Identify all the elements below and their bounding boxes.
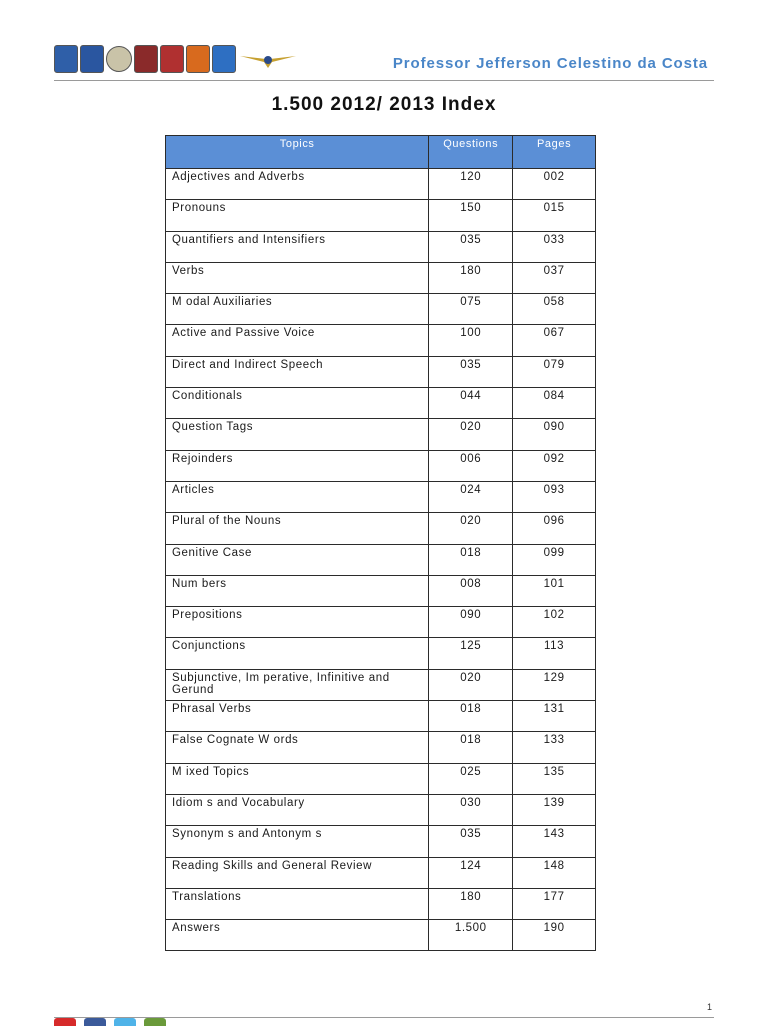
page-header <box>0 0 768 80</box>
pages-cell: 113 <box>513 638 596 669</box>
topic-cell: Num bers <box>166 575 429 606</box>
table-row <box>166 169 596 200</box>
topic-cell: Subjunctive, Im perative, Infinitive and Gerund <box>166 669 429 700</box>
questions-cell: 025 <box>429 763 513 794</box>
wings-emblem-icon <box>238 48 298 70</box>
table-row <box>166 669 596 700</box>
topic-cell: Reading Skills and General Review <box>166 857 429 888</box>
pages-cell: 177 <box>513 888 596 919</box>
twitter-icon[interactable] <box>114 1018 136 1026</box>
topic-cell: Answers <box>166 920 429 951</box>
questions-cell: 018 <box>429 544 513 575</box>
table-row <box>166 231 596 262</box>
social-links <box>54 1018 166 1026</box>
pages-cell: 133 <box>513 732 596 763</box>
questions-cell: 180 <box>429 262 513 293</box>
questions-cell: 035 <box>429 826 513 857</box>
topic-cell: Genitive Case <box>166 544 429 575</box>
table-row <box>166 450 596 481</box>
index-table <box>165 135 596 951</box>
table-row <box>166 513 596 544</box>
red-shield-icon <box>160 45 184 73</box>
table-row <box>166 481 596 512</box>
table-row <box>166 701 596 732</box>
topic-cell: Plural of the Nouns <box>166 513 429 544</box>
column-header-questions: Questions <box>429 136 513 169</box>
questions-cell: 035 <box>429 231 513 262</box>
pages-cell: 084 <box>513 388 596 419</box>
pages-cell: 096 <box>513 513 596 544</box>
orange-shield-icon <box>186 45 210 73</box>
topic-cell: Conditionals <box>166 388 429 419</box>
table-row <box>166 419 596 450</box>
pages-cell: 092 <box>513 450 596 481</box>
topic-cell: Adjectives and Adverbs <box>166 169 429 200</box>
round-seal-icon <box>106 46 132 72</box>
pages-cell: 129 <box>513 669 596 700</box>
pages-cell: 033 <box>513 231 596 262</box>
topic-cell: M ixed Topics <box>166 763 429 794</box>
topic-cell: Articles <box>166 481 429 512</box>
facebook-icon[interactable] <box>84 1018 106 1026</box>
table-row <box>166 732 596 763</box>
column-header-topics: Topics <box>166 136 429 169</box>
topic-cell: Pronouns <box>166 200 429 231</box>
pages-cell: 015 <box>513 200 596 231</box>
people-icon[interactable] <box>144 1018 166 1026</box>
questions-cell: 035 <box>429 356 513 387</box>
table-row <box>166 607 596 638</box>
questions-cell: 018 <box>429 701 513 732</box>
questions-cell: 020 <box>429 669 513 700</box>
topic-cell: Question Tags <box>166 419 429 450</box>
pages-cell: 101 <box>513 575 596 606</box>
header-author: Professor Jefferson Celestino da Costa <box>392 55 708 72</box>
header-divider <box>54 80 714 81</box>
table-row <box>166 294 596 325</box>
pages-cell: 093 <box>513 481 596 512</box>
questions-cell: 030 <box>429 794 513 825</box>
questions-cell: 020 <box>429 419 513 450</box>
pages-cell: 090 <box>513 419 596 450</box>
questions-cell: 125 <box>429 638 513 669</box>
topic-cell: Idiom s and Vocabulary <box>166 794 429 825</box>
questions-cell: 090 <box>429 607 513 638</box>
topic-cell: Quantifiers and Intensifiers <box>166 231 429 262</box>
questions-cell: 008 <box>429 575 513 606</box>
youtube-icon[interactable] <box>54 1018 76 1026</box>
questions-cell: 100 <box>429 325 513 356</box>
questions-cell: 024 <box>429 481 513 512</box>
table-row <box>166 920 596 951</box>
table-row <box>166 763 596 794</box>
table-row <box>166 888 596 919</box>
pages-cell: 190 <box>513 920 596 951</box>
questions-cell: 020 <box>429 513 513 544</box>
topic-cell: Prepositions <box>166 607 429 638</box>
pages-cell: 099 <box>513 544 596 575</box>
pages-cell: 135 <box>513 763 596 794</box>
questions-cell: 1.500 <box>429 920 513 951</box>
table-row <box>166 638 596 669</box>
page-number: 1 <box>706 1002 712 1012</box>
questions-cell: 120 <box>429 169 513 200</box>
topic-cell: M odal Auxiliaries <box>166 294 429 325</box>
pages-cell: 148 <box>513 857 596 888</box>
questions-cell: 044 <box>429 388 513 419</box>
questions-cell: 006 <box>429 450 513 481</box>
topic-cell: Translations <box>166 888 429 919</box>
table-row <box>166 262 596 293</box>
topic-cell: Active and Passive Voice <box>166 325 429 356</box>
shield-emblem-icon <box>54 45 78 73</box>
table-header-row <box>166 136 596 169</box>
table-row <box>166 388 596 419</box>
questions-cell: 018 <box>429 732 513 763</box>
pages-cell: 079 <box>513 356 596 387</box>
table-row <box>166 356 596 387</box>
blue-shield-icon <box>212 45 236 73</box>
table-row <box>166 575 596 606</box>
topic-cell: Conjunctions <box>166 638 429 669</box>
table-row <box>166 794 596 825</box>
topic-cell: Verbs <box>166 262 429 293</box>
pages-cell: 002 <box>513 169 596 200</box>
table-row <box>166 544 596 575</box>
table-row <box>166 200 596 231</box>
topic-cell: Direct and Indirect Speech <box>166 356 429 387</box>
column-header-pages: Pages <box>513 136 596 169</box>
questions-cell: 075 <box>429 294 513 325</box>
topic-cell: Synonym s and Antonym s <box>166 826 429 857</box>
page-title: 1.500 2012/ 2013 Index <box>271 94 497 115</box>
table-row <box>166 826 596 857</box>
pages-cell: 131 <box>513 701 596 732</box>
logo-strip <box>54 45 298 73</box>
pages-cell: 058 <box>513 294 596 325</box>
questions-cell: 124 <box>429 857 513 888</box>
ead-shield-icon <box>80 45 104 73</box>
topic-cell: False Cognate W ords <box>166 732 429 763</box>
pages-cell: 139 <box>513 794 596 825</box>
crest-icon <box>134 45 158 73</box>
topic-cell: Phrasal Verbs <box>166 701 429 732</box>
pages-cell: 067 <box>513 325 596 356</box>
table-row <box>166 325 596 356</box>
questions-cell: 150 <box>429 200 513 231</box>
pages-cell: 143 <box>513 826 596 857</box>
pages-cell: 037 <box>513 262 596 293</box>
table-row <box>166 857 596 888</box>
topic-cell: Rejoinders <box>166 450 429 481</box>
pages-cell: 102 <box>513 607 596 638</box>
questions-cell: 180 <box>429 888 513 919</box>
